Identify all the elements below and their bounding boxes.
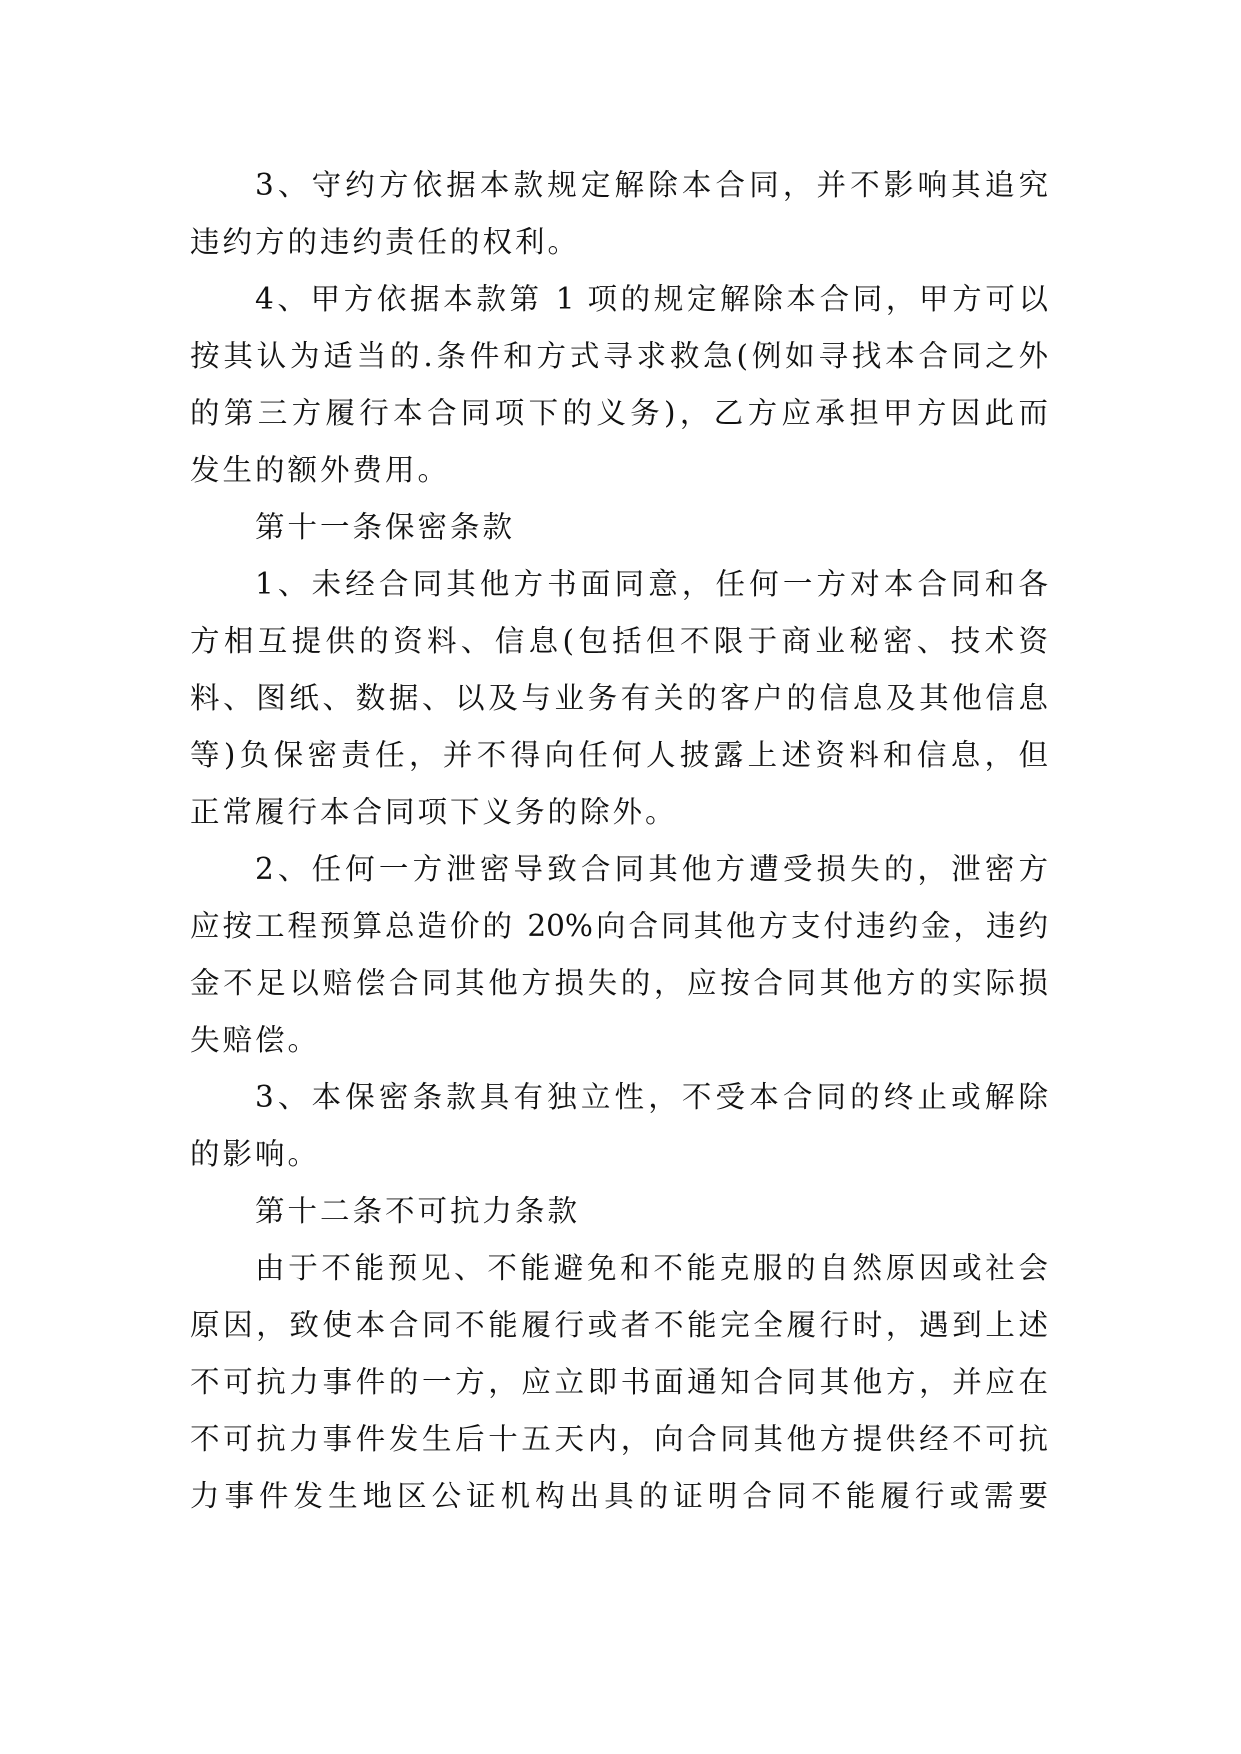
article-12-line-2: 原因，致使本合同不能履行或者不能完全履行时，遇到上述 — [190, 1308, 1048, 1342]
clause-11-2-line-4: 失赔偿。 — [190, 1023, 321, 1057]
clause-11-1-line-4: 等)负保密责任，并不得向任何人披露上述资料和信息，但 — [190, 738, 1048, 772]
clause-10-3-line-1: 3、守约方依据本款规定解除本合同，并不影响其追究 — [255, 168, 1048, 202]
article-11-heading: 第十一条保密条款 — [255, 510, 516, 544]
clause-11-1-line-3: 料、图纸、数据、以及与业务有关的客户的信息及其他信息 — [190, 681, 1048, 715]
article-12-heading: 第十二条不可抗力条款 — [255, 1194, 581, 1228]
article-12-line-3: 不可抗力事件的一方，应立即书面通知合同其他方，并应在 — [190, 1365, 1048, 1399]
clause-11-2-line-3: 金不足以赔偿合同其他方损失的，应按合同其他方的实际损 — [190, 966, 1048, 1000]
clause-10-4-line-2: 按其认为适当的.条件和方式寻求救急(例如寻找本合同之外 — [190, 339, 1048, 373]
clause-11-2-line-1: 2、任何一方泄密导致合同其他方遭受损失的，泄密方 — [255, 852, 1048, 886]
clause-11-2-line-2: 应按工程预算总造价的 20%向合同其他方支付违约金，违约 — [190, 909, 1048, 943]
clause-11-1-line-1: 1、未经合同其他方书面同意，任何一方对本合同和各 — [255, 567, 1048, 601]
article-12-line-5: 力事件发生地区公证机构出具的证明合同不能履行或需要 — [190, 1479, 1048, 1513]
article-12-line-4: 不可抗力事件发生后十五天内，向合同其他方提供经不可抗 — [190, 1422, 1048, 1456]
clause-10-4-line-3: 的第三方履行本合同项下的义务)，乙方应承担甲方因此而 — [190, 396, 1048, 430]
clause-11-3-line-2: 的影响。 — [190, 1137, 321, 1171]
clause-10-4-line-4: 发生的额外费用。 — [190, 453, 451, 487]
clause-11-1-line-2: 方相互提供的资料、信息(包括但不限于商业秘密、技术资 — [190, 624, 1048, 658]
clause-11-3-line-1: 3、本保密条款具有独立性，不受本合同的终止或解除 — [255, 1080, 1048, 1114]
article-12-line-1: 由于不能预见、不能避免和不能克服的自然原因或社会 — [255, 1251, 1048, 1285]
clause-11-1-line-5: 正常履行本合同项下义务的除外。 — [190, 795, 678, 829]
clause-10-3-line-2: 违约方的违约责任的权利。 — [190, 225, 581, 259]
clause-10-4-line-1: 4、甲方依据本款第 1 项的规定解除本合同，甲方可以 — [255, 282, 1048, 316]
